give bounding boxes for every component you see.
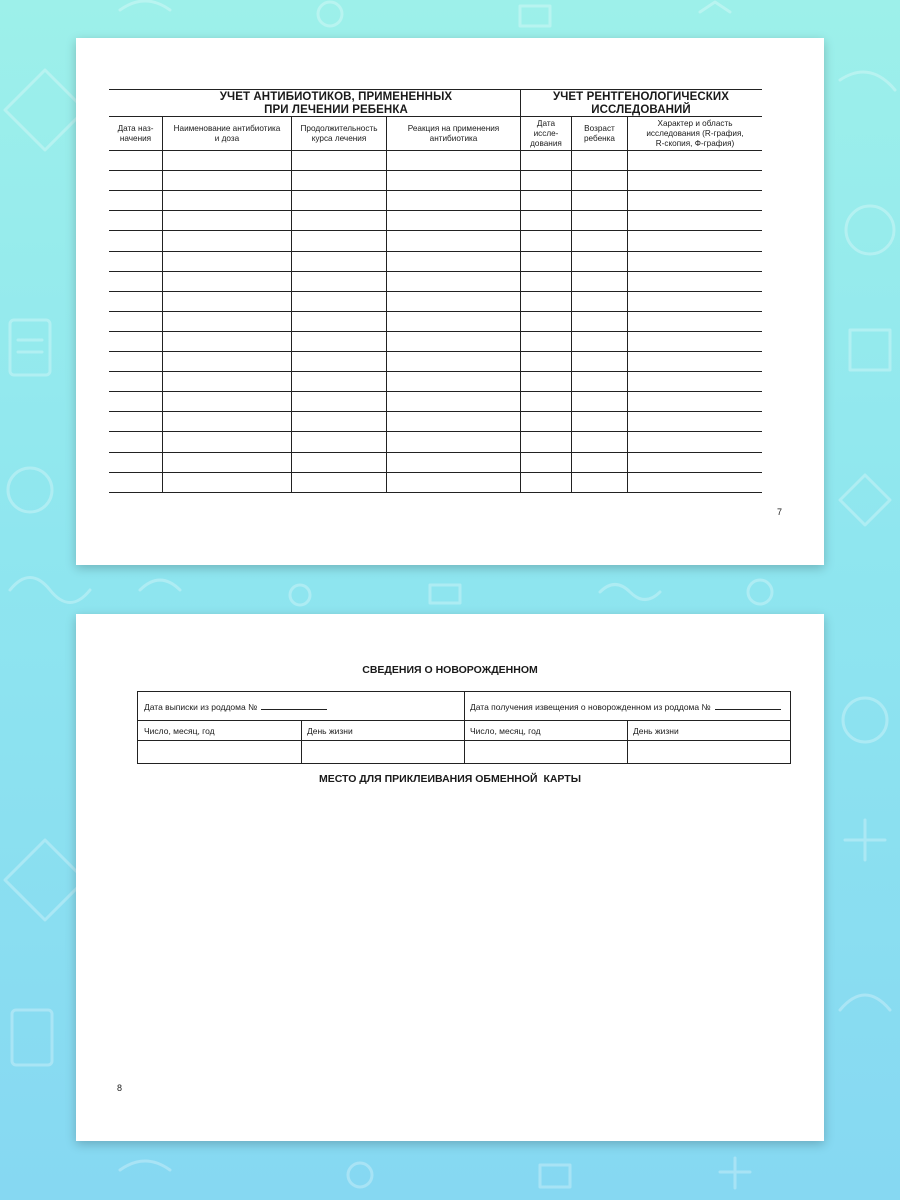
- xray-title-line-1: УЧЕТ РЕНТГЕНОЛОГИЧЕСКИХ: [552, 91, 730, 103]
- cell-reaction[interactable]: [387, 151, 520, 170]
- cell-reaction[interactable]: [387, 453, 520, 472]
- newborn-info-table: [137, 691, 791, 764]
- cell-exam-date[interactable]: [521, 231, 571, 250]
- cell-antibiotic-dose[interactable]: [163, 151, 291, 170]
- notification-date-input[interactable]: [465, 741, 627, 763]
- cell-reaction[interactable]: [387, 211, 520, 230]
- cell-antibiotic-dose[interactable]: [163, 191, 291, 210]
- cell-child-age[interactable]: [572, 151, 627, 170]
- xray-title-line-2: ИССЛЕДОВАНИЙ: [591, 104, 691, 116]
- cell-child-age[interactable]: [572, 352, 627, 371]
- cell-exam-date[interactable]: [521, 432, 571, 451]
- cell-exam-date[interactable]: [521, 211, 571, 230]
- cell-reaction[interactable]: [387, 252, 520, 271]
- exchange-card-paste-area: [137, 792, 791, 1072]
- antibiotics-section-title: [186, 91, 486, 117]
- cell-exam-type-area[interactable]: [628, 151, 762, 170]
- cell-reaction[interactable]: [387, 171, 520, 190]
- cell-antibiotic-dose[interactable]: [163, 352, 291, 371]
- cell-antibiotic-dose[interactable]: [163, 272, 291, 291]
- cell-exam-type-area[interactable]: [628, 372, 762, 391]
- cell-exam-date[interactable]: [521, 252, 571, 271]
- cell-exam-type-area[interactable]: [628, 392, 762, 411]
- cell-course-duration[interactable]: [292, 231, 386, 250]
- cell-exam-date[interactable]: [521, 372, 571, 391]
- cell-exam-type-area[interactable]: [628, 231, 762, 250]
- cell-antibiotic-dose[interactable]: [163, 392, 291, 411]
- cell-exam-type-area[interactable]: [628, 352, 762, 371]
- cell-course-duration[interactable]: [292, 392, 386, 411]
- cell-prescription-date[interactable]: [110, 372, 162, 391]
- cell-course-duration[interactable]: [292, 332, 386, 351]
- notification-day-of-life-input[interactable]: [628, 741, 790, 763]
- cell-antibiotic-dose[interactable]: [163, 211, 291, 230]
- cell-prescription-date[interactable]: [110, 453, 162, 472]
- table-rule: [109, 116, 762, 117]
- discharge-date-input[interactable]: [138, 741, 301, 763]
- cell-prescription-date[interactable]: [110, 312, 162, 331]
- cell-reaction[interactable]: [387, 473, 520, 492]
- antibiotics-title-line-1: УЧЕТ АНТИБИОТИКОВ, ПРИМЕНЕННЫХ: [219, 91, 453, 103]
- cell-prescription-date[interactable]: [110, 171, 162, 190]
- discharge-date-label: Дата выписки из роддома №: [144, 702, 258, 712]
- cell-antibiotic-dose[interactable]: [163, 312, 291, 331]
- cell-reaction[interactable]: [387, 392, 520, 411]
- cell-antibiotic-dose[interactable]: [163, 473, 291, 492]
- cell-reaction[interactable]: [387, 191, 520, 210]
- cell-antibiotic-dose[interactable]: [163, 231, 291, 250]
- cell-exam-date[interactable]: [521, 171, 571, 190]
- cell-reaction[interactable]: [387, 231, 520, 250]
- cell-child-age[interactable]: [572, 332, 627, 351]
- column-header-antibiotic-dose: Наименование антибиотика и доза: [173, 123, 281, 143]
- cell-reaction[interactable]: [387, 332, 520, 351]
- cell-course-duration[interactable]: [292, 252, 386, 271]
- page-number: 7: [777, 507, 783, 517]
- cell-reaction[interactable]: [387, 352, 520, 371]
- antibiotics-title-line-2: ПРИ ЛЕЧЕНИИ РЕБЕНКА: [264, 104, 408, 116]
- cell-antibiotic-dose[interactable]: [163, 292, 291, 311]
- cell-course-duration[interactable]: [292, 453, 386, 472]
- cell-exam-date[interactable]: [521, 453, 571, 472]
- cell-exam-type-area[interactable]: [628, 171, 762, 190]
- cell-prescription-date[interactable]: [110, 231, 162, 250]
- cell-exam-date[interactable]: [521, 352, 571, 371]
- cell-child-age[interactable]: [572, 211, 627, 230]
- cell-exam-date[interactable]: [521, 312, 571, 331]
- cell-course-duration[interactable]: [292, 272, 386, 291]
- cell-child-age[interactable]: [572, 473, 627, 492]
- cell-course-duration[interactable]: [292, 412, 386, 431]
- cell-course-duration[interactable]: [292, 372, 386, 391]
- discharge-date-subheader: Число, месяц, год: [144, 726, 215, 736]
- cell-exam-date[interactable]: [521, 412, 571, 431]
- cell-prescription-date[interactable]: [110, 252, 162, 271]
- cell-child-age[interactable]: [572, 412, 627, 431]
- cell-exam-type-area[interactable]: [628, 272, 762, 291]
- table-rule: [109, 89, 762, 90]
- discharge-day-of-life-input[interactable]: [302, 741, 464, 763]
- cell-reaction[interactable]: [387, 292, 520, 311]
- cell-exam-date[interactable]: [521, 272, 571, 291]
- cell-course-duration[interactable]: [292, 432, 386, 451]
- cell-prescription-date[interactable]: [110, 392, 162, 411]
- cell-reaction[interactable]: [387, 312, 520, 331]
- cell-exam-type-area[interactable]: [628, 412, 762, 431]
- page-number: 8: [117, 1083, 123, 1093]
- cell-exam-type-area[interactable]: [628, 191, 762, 210]
- column-header-child-age: Возраст ребенка: [583, 123, 615, 143]
- cell-child-age[interactable]: [572, 252, 627, 271]
- discharge-day-of-life-subheader: День жизни: [307, 726, 353, 736]
- cell-exam-type-area[interactable]: [628, 292, 762, 311]
- cell-exam-type-area[interactable]: [628, 211, 762, 230]
- cell-reaction[interactable]: [387, 372, 520, 391]
- cell-child-age[interactable]: [572, 312, 627, 331]
- cell-child-age[interactable]: [572, 392, 627, 411]
- cell-prescription-date[interactable]: [110, 332, 162, 351]
- cell-child-age[interactable]: [572, 372, 627, 391]
- notification-date-label: Дата получения извещения о новорожденном из роддома №: [470, 702, 711, 712]
- newborn-info-title: СВЕДЕНИЯ О НОВОРОЖДЕННОМ: [362, 664, 538, 676]
- form-page-8: [76, 614, 824, 1141]
- cell-antibiotic-dose[interactable]: [163, 372, 291, 391]
- column-header-course-duration: Продолжительность курса лечения: [300, 123, 378, 143]
- cell-reaction[interactable]: [387, 432, 520, 451]
- cell-exam-type-area[interactable]: [628, 473, 762, 492]
- cell-prescription-date[interactable]: [110, 191, 162, 210]
- cell-exam-date[interactable]: [521, 332, 571, 351]
- cell-child-age[interactable]: [572, 231, 627, 250]
- cell-child-age[interactable]: [572, 432, 627, 451]
- cell-child-age[interactable]: [572, 191, 627, 210]
- cell-course-duration[interactable]: [292, 191, 386, 210]
- cell-prescription-date[interactable]: [110, 151, 162, 170]
- cell-course-duration[interactable]: [292, 292, 386, 311]
- cell-reaction[interactable]: [387, 272, 520, 291]
- cell-antibiotic-dose[interactable]: [163, 171, 291, 190]
- notification-date-field[interactable]: [470, 701, 781, 712]
- cell-child-age[interactable]: [572, 272, 627, 291]
- cell-antibiotic-dose[interactable]: [163, 453, 291, 472]
- cell-course-duration[interactable]: [292, 171, 386, 190]
- cell-antibiotic-dose[interactable]: [163, 432, 291, 451]
- cell-exam-date[interactable]: [521, 292, 571, 311]
- cell-prescription-date[interactable]: [110, 211, 162, 230]
- cell-prescription-date[interactable]: [110, 432, 162, 451]
- cell-exam-type-area[interactable]: [628, 312, 762, 331]
- cell-antibiotic-dose[interactable]: [163, 252, 291, 271]
- cell-exam-type-area[interactable]: [628, 332, 762, 351]
- column-header-reaction: Реакция на применения антибиотика: [407, 123, 500, 143]
- exchange-card-paste-area-label: МЕСТО ДЛЯ ПРИКЛЕИВАНИЯ ОБМЕННОЙ КАРТЫ: [318, 773, 581, 785]
- cell-reaction[interactable]: [387, 412, 520, 431]
- cell-course-duration[interactable]: [292, 312, 386, 331]
- notification-day-of-life-subheader: День жизни: [633, 726, 679, 736]
- cell-prescription-date[interactable]: [110, 272, 162, 291]
- cell-child-age[interactable]: [572, 453, 627, 472]
- table-rule: [109, 492, 762, 493]
- cell-child-age[interactable]: [572, 171, 627, 190]
- cell-prescription-date[interactable]: [110, 292, 162, 311]
- column-header-exam-date: Дата иссле- дования: [530, 118, 562, 148]
- notification-number-blank: [715, 701, 781, 710]
- xray-section-title: [521, 91, 761, 117]
- cell-prescription-date[interactable]: [110, 412, 162, 431]
- cell-exam-date[interactable]: [521, 392, 571, 411]
- cell-child-age[interactable]: [572, 292, 627, 311]
- cell-prescription-date[interactable]: [110, 473, 162, 492]
- form-page-7: [76, 38, 824, 565]
- cell-exam-type-area[interactable]: [628, 432, 762, 451]
- cell-prescription-date[interactable]: [110, 352, 162, 371]
- cell-course-duration[interactable]: [292, 151, 386, 170]
- cell-course-duration[interactable]: [292, 473, 386, 492]
- column-header-exam-type-area: Характер и область исследования (R-графия, R-скопия, Ф-графия): [646, 118, 744, 148]
- maternity-number-blank: [261, 701, 327, 710]
- cell-course-duration[interactable]: [292, 211, 386, 230]
- discharge-date-field[interactable]: [144, 701, 327, 712]
- notification-date-subheader: Число, месяц, год: [470, 726, 541, 736]
- cell-exam-date[interactable]: [521, 151, 571, 170]
- cell-antibiotic-dose[interactable]: [163, 412, 291, 431]
- cell-exam-type-area[interactable]: [628, 453, 762, 472]
- cell-exam-type-area[interactable]: [628, 252, 762, 271]
- cell-course-duration[interactable]: [292, 352, 386, 371]
- cell-exam-date[interactable]: [521, 473, 571, 492]
- column-header-prescription-date: Дата наз- начения: [117, 123, 154, 143]
- cell-antibiotic-dose[interactable]: [163, 332, 291, 351]
- cell-exam-date[interactable]: [521, 191, 571, 210]
